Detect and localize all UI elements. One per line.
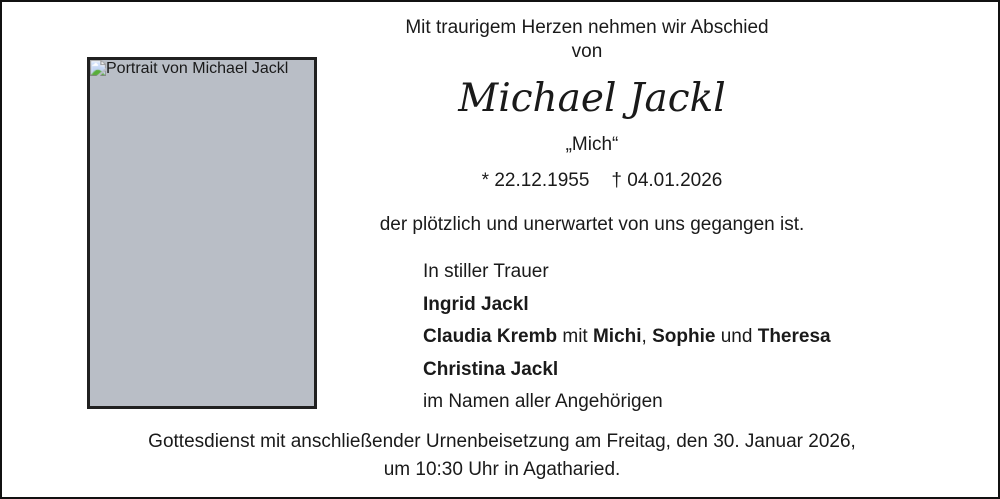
- mourner-name: Ingrid Jackl: [423, 293, 529, 315]
- portrait-image: [90, 60, 314, 406]
- deceased-nickname: „Mich“: [565, 134, 619, 155]
- mourners-list: [423, 256, 831, 419]
- service-line-1: Gottesdienst mit anschließender Urnenbeisetzung am Freitag, den 30. Januar 2026,: [148, 431, 856, 452]
- mourner-ingrid: [423, 289, 831, 322]
- mourners-closing: im Namen aller Angehörigen: [423, 391, 663, 412]
- deceased-name: Michael Jackl: [458, 76, 726, 121]
- portrait-photo: [87, 57, 317, 409]
- connector-text: und: [720, 326, 753, 347]
- mourner-name: Christina Jackl: [423, 358, 559, 380]
- connector-text: mit: [562, 326, 588, 347]
- birth-date: * 22.12.1955: [481, 170, 590, 191]
- passed-away-text: der plötzlich und unerwartet von uns gegangen ist.: [379, 214, 805, 235]
- mourner-name: Theresa: [757, 326, 831, 347]
- connector-text: ,: [641, 326, 647, 347]
- death-date: † 04.01.2026: [611, 170, 723, 191]
- intro-text: [282, 16, 892, 64]
- mourners-intro: In stiller Trauer: [423, 261, 549, 282]
- mourner-name: Claudia Kremb: [423, 326, 558, 347]
- life-dates: [382, 169, 822, 193]
- mourner-name: Sophie: [652, 326, 716, 347]
- mourner-claudia-family: [423, 321, 831, 354]
- intro-line-1: Mit traurigem Herzen nehmen wir Abschied: [405, 17, 769, 38]
- mourner-name: Michi: [592, 326, 642, 347]
- service-info: [2, 428, 1000, 484]
- mourner-christina: [423, 354, 831, 387]
- service-line-2: um 10:30 Uhr in Agatharied.: [383, 459, 621, 480]
- intro-line-2: von: [571, 41, 603, 62]
